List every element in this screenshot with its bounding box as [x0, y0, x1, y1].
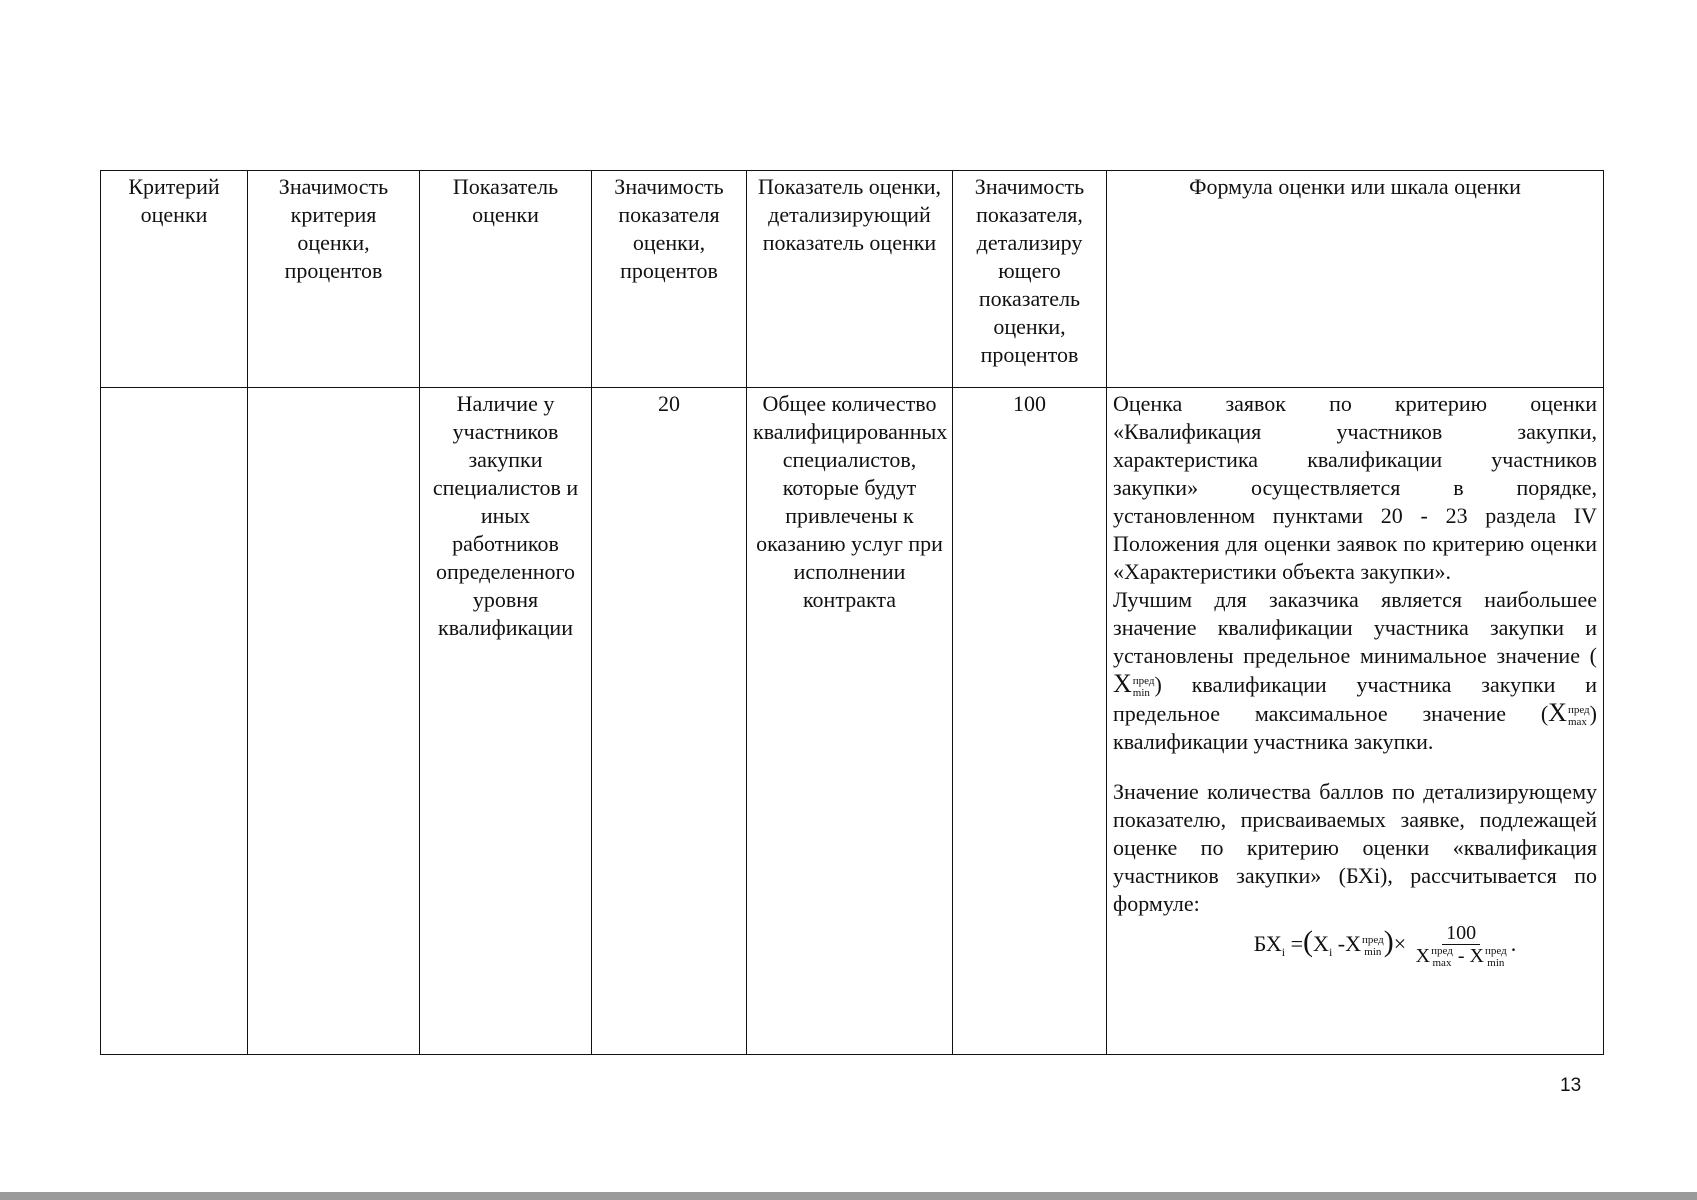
cell-formula — [1107, 388, 1604, 1055]
x-pred-min-symbol: X пред min — [1113, 669, 1155, 699]
bx-fraction: 100 X пред max - X пред min — [1415, 922, 1507, 970]
cell-criterion-weight — [248, 388, 420, 1055]
table-header-row — [101, 171, 1604, 388]
cell-indicator: Наличие у участников закупки специалистов и иных работников определенного уровня квалификации — [420, 388, 592, 1055]
cell-detail-indicator: Общее количество квалифицированных специалистов, которые будут привлечены к оказанию услуг при исполнении контракта — [747, 388, 953, 1055]
formula-paragraph-3: Значение количества баллов по детализирующему показателю, присваиваемых заявке, подлежащей оценке по критерию оценки «квалификация участников закупки» (БХi), рассчитывается по формуле: — [1113, 779, 1597, 916]
page-number: 13 — [1560, 1075, 1582, 1096]
table-row — [101, 388, 1604, 1055]
formula-paragraph-1: Оценка заявок по критерию оценки «Квалификация участников закупки, характеристика квалификации участников закупки» осуществляется в порядке, установленном пунктами 20 - 23 раздела IV Положения для оценки заявок по критерию оценки «Характеристики объекта закупки». — [1113, 391, 1597, 584]
evaluation-criteria-table — [100, 170, 1604, 1055]
cell-criterion — [101, 388, 248, 1055]
header-indicator: Показатель оценки — [420, 171, 592, 388]
header-detail-indicator: Показатель оценки, детализирующий показатель оценки — [747, 171, 953, 388]
formula-paragraph-2-part-b: ) квалификации участника закупки и предельное максимальное значение ( — [1113, 672, 1597, 726]
header-criterion: Критерий оценки — [101, 171, 248, 388]
bottom-border — [0, 1192, 1697, 1200]
x-pred-max-symbol: X пред max — [1548, 698, 1590, 728]
header-indicator-weight: Значимость показателя оценки, процентов — [592, 171, 747, 388]
cell-indicator-weight: 20 — [592, 388, 747, 1055]
formula-paragraph-2 — [1113, 586, 1597, 756]
cell-detail-weight: 100 — [953, 388, 1107, 1055]
formula-paragraph-2-part-a: Лучшим для заказчика является наибольшее значение квалификации участника закупки и установлены предельное минимальное значение ( — [1113, 587, 1597, 668]
bx-formula: $БХ_i =(X_i$ -X пред min )× 100 X пред max - X пред min . — [1253, 922, 1517, 970]
formula-paragraph-2-part-c: ) квалификации участника закупки. — [1113, 701, 1597, 754]
header-criterion-weight: Значимость критерия оценки, процентов — [248, 171, 420, 388]
header-detail-weight: Значимость показателя, детализиру ющего показатель оценки, процентов — [953, 171, 1107, 388]
header-formula: Формула оценки или шкала оценки — [1107, 171, 1604, 388]
